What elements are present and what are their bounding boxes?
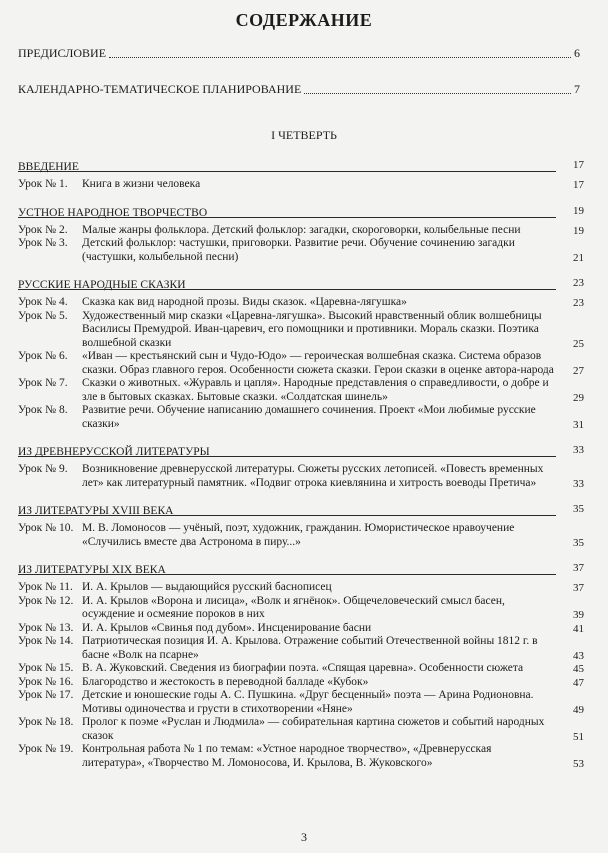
lesson-number: Урок № 18. <box>18 716 74 728</box>
lesson-row <box>18 350 584 377</box>
section-title: УСТНОЕ НАРОДНОЕ ТВОРЧЕСТВО <box>18 206 208 219</box>
lesson-title: Пролог к поэме «Руслан и Людмила» — собирательная картина сюжетов и событий народных сказок <box>82 716 545 742</box>
entry-text: ПРЕДИСЛОВИЕ <box>18 46 107 60</box>
section-title: ИЗ ЛИТЕРАТУРЫ XIX ВЕКА <box>18 564 166 576</box>
lesson-row <box>18 743 584 770</box>
lesson-number: Урок № 16. <box>18 675 74 688</box>
section-heading <box>18 276 584 291</box>
lesson-page: 37 <box>573 582 584 594</box>
lesson-number: Урок № 15. <box>18 662 74 674</box>
lesson-title: Малые жанры фольклора. Детский фольклор: загадки, скороговорки, колыбельные песни <box>82 223 521 236</box>
page-title: СОДЕРЖАНИЕ <box>235 10 373 30</box>
lesson-page: 31 <box>573 418 584 431</box>
section-page: 37 <box>573 562 584 574</box>
lesson-number: Урок № 5. <box>18 309 68 322</box>
lesson-title: Детские и юношеские годы А. С. Пушкина. «Друг бесценный» поэта — Арина Родионовна. Мотивы одиночества и грусти в стихотворении «Няне» <box>82 689 534 715</box>
section-page: 19 <box>573 204 584 217</box>
lesson-row <box>18 662 584 676</box>
lesson-row <box>18 178 584 192</box>
lesson-page: 29 <box>573 391 584 404</box>
section-page: 23 <box>573 277 584 289</box>
section-page: 33 <box>573 444 584 456</box>
lesson-number: Урок № 8. <box>18 404 68 416</box>
lesson-title: И. А. Крылов — выдающийся русский баснописец <box>82 581 332 593</box>
lesson-page: 39 <box>573 609 584 621</box>
lesson-row <box>18 463 584 490</box>
page-number: 3 <box>301 830 307 844</box>
lesson-title: Возникновение древнерусской литературы. Сюжеты русских летописей. «Повесть временных лет» как литературный памятник. «Подвиг отрока киевлянина и хитрость воеводы Претича» <box>82 463 544 489</box>
lesson-row <box>18 224 584 238</box>
lesson-number: Урок № 7. <box>18 377 68 389</box>
toc-list <box>18 158 584 770</box>
lesson-title: Развитие речи. Обучение написанию домашнего сочинения. Проект «Мои любимые русские сказки» <box>82 404 536 430</box>
section-heading <box>18 204 584 219</box>
lesson-number: Урок № 11. <box>18 581 73 593</box>
section-rule <box>18 515 556 516</box>
lesson-number: Урок № 3. <box>18 237 68 249</box>
lesson-number: Урок № 2. <box>18 223 68 236</box>
toc-entry-planning <box>18 82 580 97</box>
lesson-page: 51 <box>573 730 584 743</box>
lesson-page: 47 <box>573 676 584 689</box>
lesson-title: Сказка как вид народной прозы. Виды сказок. «Царевна-лягушка» <box>82 296 407 308</box>
lesson-page: 49 <box>573 703 584 716</box>
lesson-number: Урок № 10. <box>18 522 74 534</box>
lesson-page: 43 <box>573 649 584 662</box>
lesson-title: «Иван — крестьянский сын и Чудо-Юдо» — героическая волшебная сказка. Система образов сказки. Образ главного героя. Особенности сюжета сказки. Герои сказки в оценке автора-народа <box>82 350 554 376</box>
quarter-heading: I ЧЕТВЕРТЬ <box>271 128 337 142</box>
section-heading <box>18 502 584 517</box>
section-page: 17 <box>573 159 584 171</box>
lesson-title: И. А. Крылов «Ворона и лисица», «Волк и ягнёнок». Общечеловеческий смысл басен, осуждение и осмеяние пороков в них <box>82 594 505 620</box>
lesson-number: Урок № 17. <box>18 689 74 701</box>
lesson-row <box>18 635 584 662</box>
lesson-title: Благородство и жестокость в переводной балладе «Кубок» <box>82 675 369 688</box>
lesson-page: 33 <box>573 477 584 490</box>
entry-text: КАЛЕНДАРНО-ТЕМАТИЧЕСКОЕ ПЛАНИРОВАНИЕ <box>18 82 302 96</box>
section-rule <box>18 456 556 457</box>
lesson-number: Урок № 13. <box>18 621 74 634</box>
section-title: ВВЕДЕНИЕ <box>18 161 79 173</box>
lesson-number: Урок № 19. <box>18 743 74 755</box>
dot-leader <box>109 57 571 58</box>
lesson-page: 27 <box>573 364 584 377</box>
entry-page: 7 <box>574 82 580 96</box>
lesson-row <box>18 310 584 351</box>
lesson-page: 19 <box>573 224 584 237</box>
section-rule <box>18 171 556 172</box>
lesson-page: 17 <box>573 179 584 191</box>
section-title: ИЗ ЛИТЕРАТУРЫ XVIII ВЕКА <box>18 505 174 517</box>
section-page: 35 <box>573 503 584 515</box>
section-heading <box>18 561 584 576</box>
lesson-title: М. В. Ломоносов — учёный, поэт, художник, гражданин. Юмористическое нравоучение «Случились вместе два Астронома в пиру...» <box>82 522 515 548</box>
section-rule <box>18 217 556 218</box>
lesson-number: Урок № 12. <box>18 594 74 607</box>
lesson-title: В. А. Жуковский. Сведения из биографии поэта. «Спящая царевна». Особенности сюжета <box>82 662 524 674</box>
lesson-title: Художественный мир сказки «Царевна-лягушка». Высокий нравственный облик волшебницы Василисы Премудрой. Иван-царевич, его помощники и противники. Мораль сказки. Поэтика волшебной сказки <box>82 309 542 349</box>
lesson-title: Контрольная работа № 1 по темам: «Устное народное творчество», «Древнерусская литература», «Творчество М. Ломоносова, И. Крылова, В. Жуковского» <box>82 743 492 769</box>
lesson-page: 21 <box>573 251 584 264</box>
lesson-title: Книга в жизни человека <box>82 178 201 190</box>
lesson-title: Сказки о животных. «Журавль и цапля». Народные представления о справедливости, о добре и зле в бытовых сказках. Бытовые сказки. «Солдатская шинель» <box>82 377 549 403</box>
lesson-row <box>18 377 584 404</box>
lesson-row <box>18 689 584 716</box>
lesson-row <box>18 522 584 549</box>
lesson-page: 45 <box>573 663 584 675</box>
section-rule <box>18 574 556 575</box>
lesson-row <box>18 622 584 636</box>
lesson-title: Патриотическая позиция И. А. Крылова. Отражение событий Отечественной войны 1812 г. в басне «Волк на псарне» <box>82 635 538 661</box>
lesson-title: Детский фольклор: частушки, приговорки. Развитие речи. Обучение сочинению загадки (частушки, колыбельной песни) <box>82 237 515 263</box>
section-title: РУССКИЕ НАРОДНЫЕ СКАЗКИ <box>18 279 186 291</box>
dot-leader <box>304 93 571 94</box>
lesson-number: Урок № 9. <box>18 463 68 475</box>
lesson-row <box>18 581 584 595</box>
lesson-number: Урок № 6. <box>18 350 68 362</box>
lesson-row <box>18 404 584 431</box>
lesson-page: 53 <box>573 757 584 770</box>
lesson-number: Урок № 1. <box>18 178 68 190</box>
lesson-title: И. А. Крылов «Свинья под дубом». Инсценирование басни <box>82 621 372 634</box>
lesson-number: Урок № 4. <box>18 296 68 308</box>
section-heading <box>18 443 584 458</box>
lesson-row <box>18 237 584 264</box>
entry-page: 6 <box>574 46 580 60</box>
section-rule <box>18 289 556 290</box>
lesson-page: 23 <box>573 297 584 309</box>
lesson-row <box>18 676 584 690</box>
lesson-row <box>18 595 584 622</box>
lesson-page: 25 <box>573 337 584 350</box>
lesson-number: Урок № 14. <box>18 635 74 647</box>
toc-entry-preface <box>18 46 580 61</box>
lesson-row <box>18 296 584 310</box>
section-heading <box>18 158 584 173</box>
lesson-row <box>18 716 584 743</box>
section-title: ИЗ ДРЕВНЕРУССКОЙ ЛИТЕРАТУРЫ <box>18 446 210 458</box>
lesson-page: 35 <box>573 536 584 549</box>
lesson-page: 41 <box>573 622 584 635</box>
